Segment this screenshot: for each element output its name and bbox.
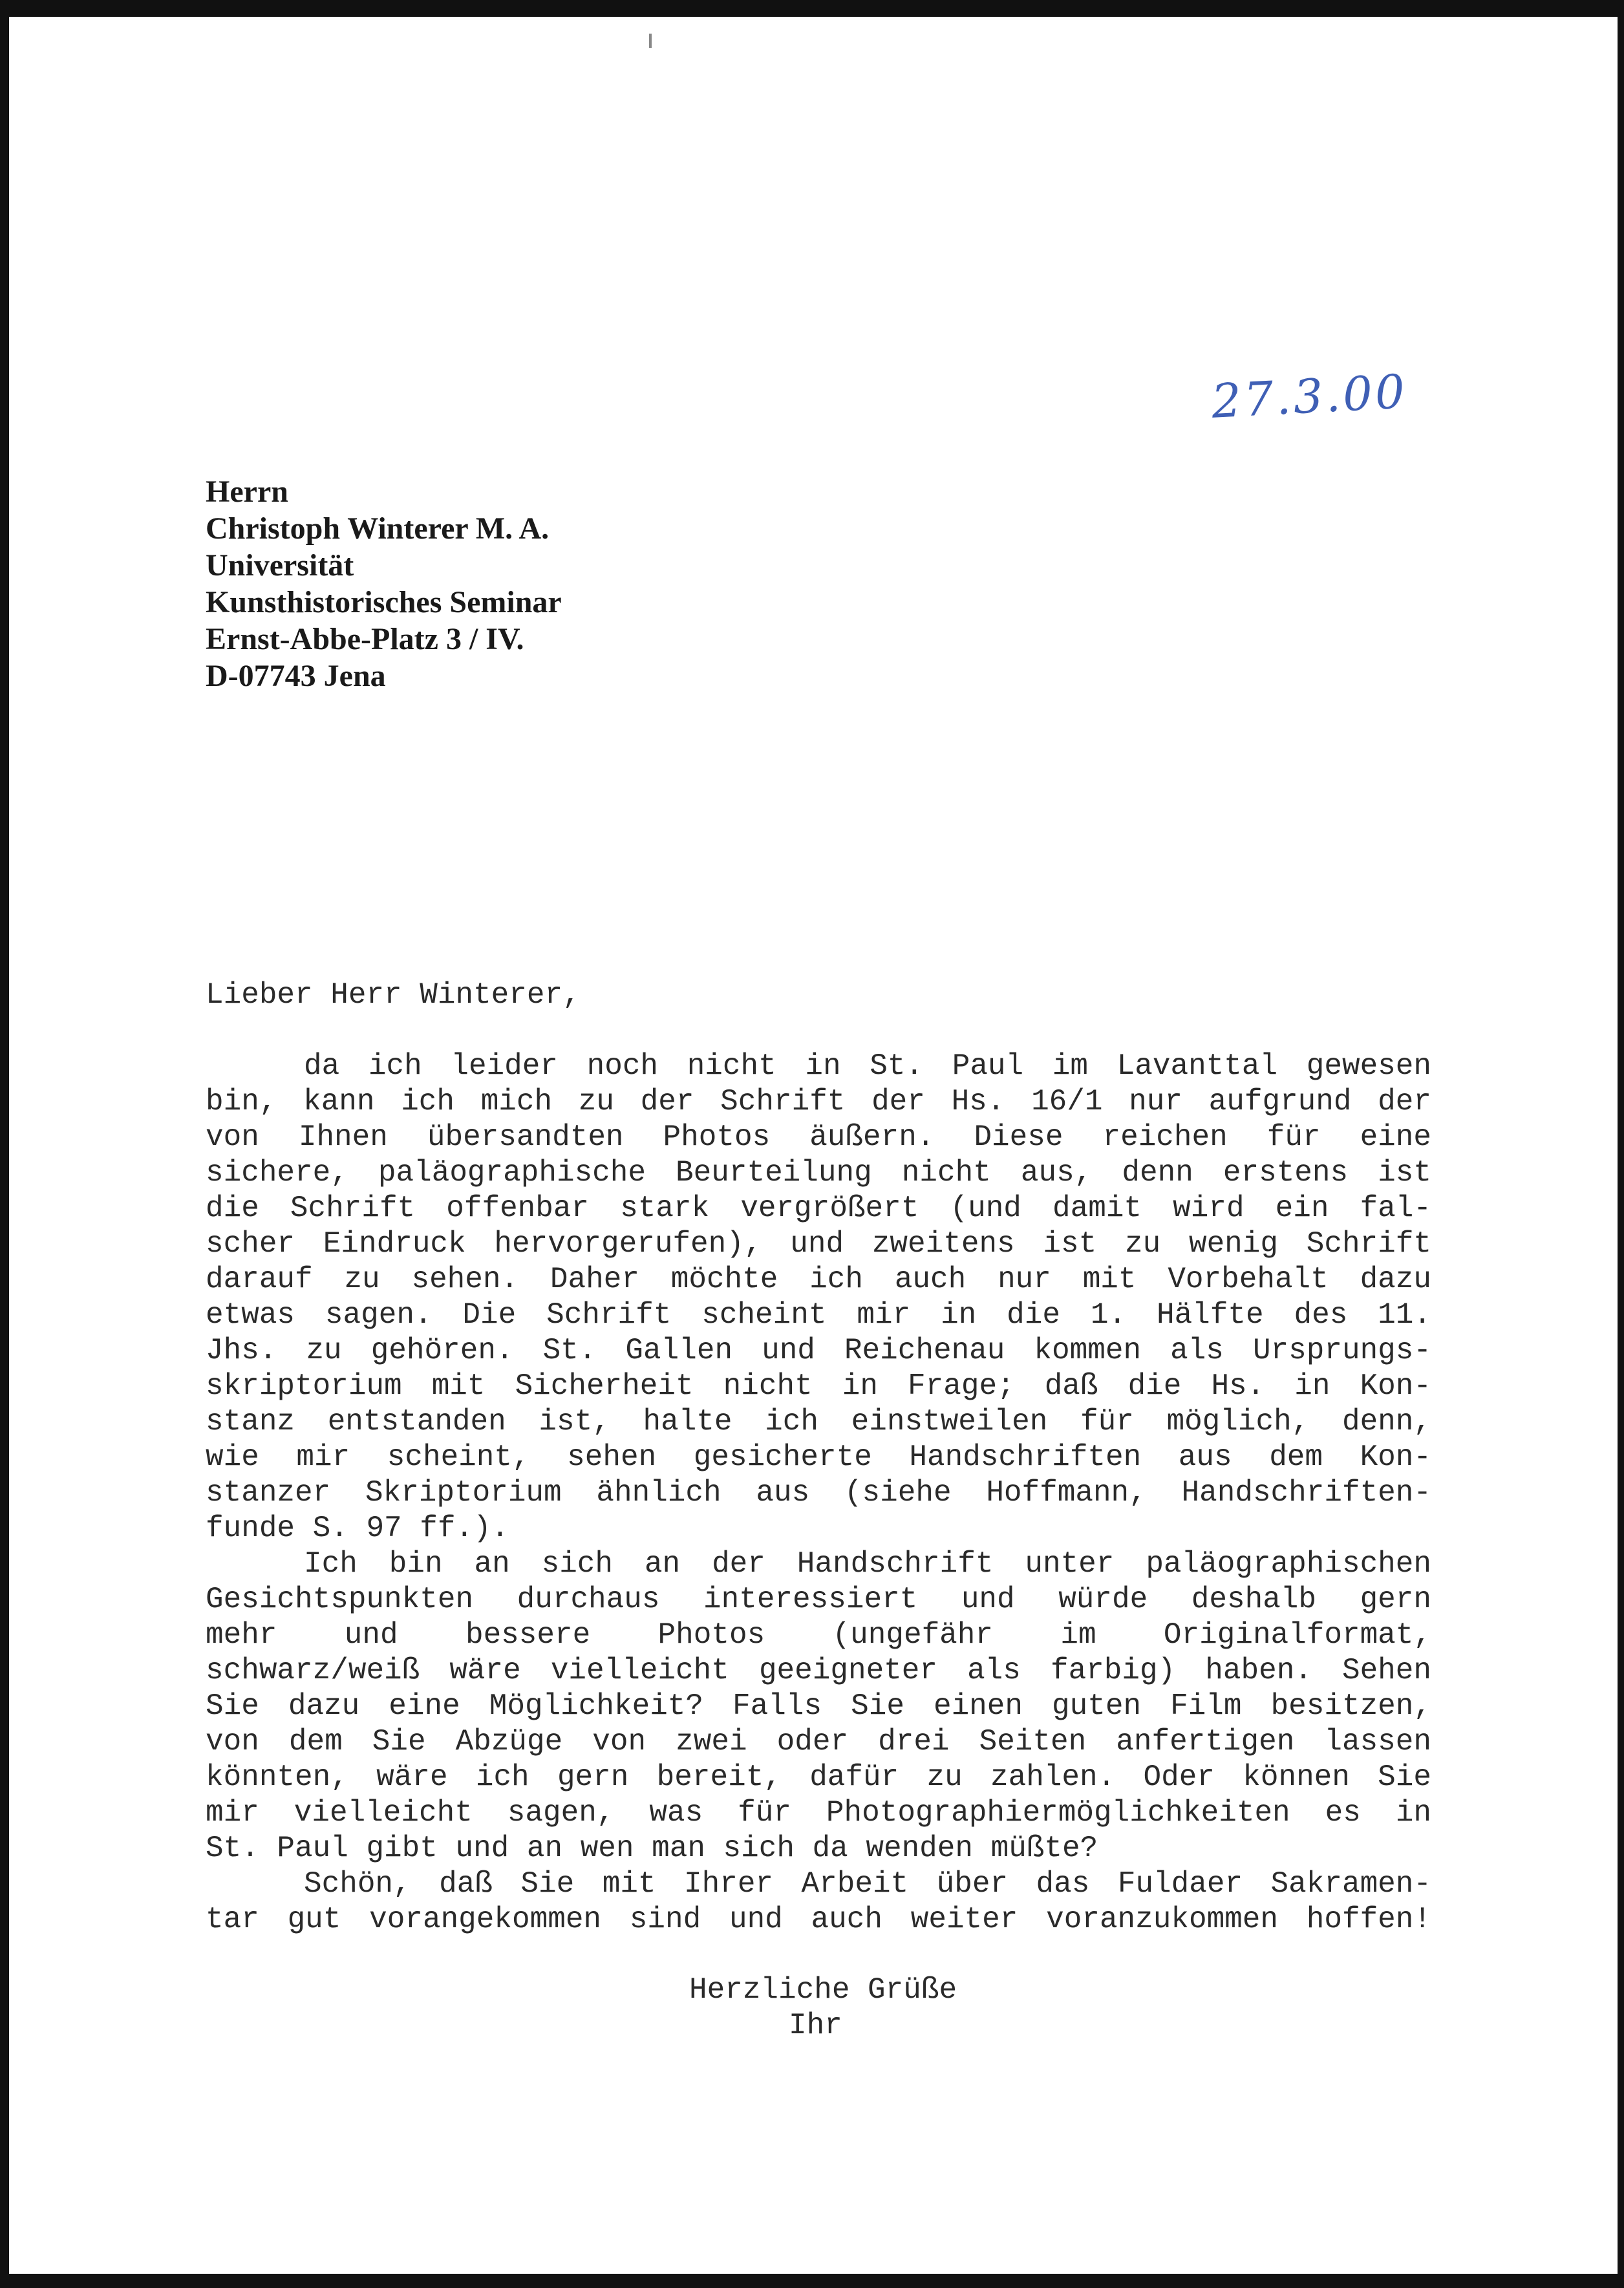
address-line: Ernst-Abbe-Platz 3 / IV. [206,622,524,656]
handwritten-date: 27.3.00 [1210,364,1409,429]
address-line: Universität [206,548,354,583]
body-line: könnten, wäre ich gern bereit, dafür zu zahlen. Oder können Sie [206,1760,1431,1794]
body-line: Jhs. zu gehören. St. Gallen und Reichenau kommen als Ursprungs- [206,1334,1431,1367]
body-line: scher Eindruck hervorgerufen), und zweitens ist zu wenig Schrift [206,1227,1431,1261]
body-line: stanz entstanden ist, halte ich einstweilen für möglich, denn, [206,1405,1431,1438]
address-line: Kunsthistorisches Seminar [206,585,562,619]
body-line: darauf zu sehen. Daher möchte ich auch nur mit Vorbehalt dazu [206,1263,1431,1296]
body-line: Sie dazu eine Möglichkeit? Falls Sie einen guten Film besitzen, [206,1689,1431,1723]
body-line: bin, kann ich mich zu der Schrift der Hs. 16/1 nur aufgrund der [206,1085,1431,1118]
body-line: da ich leider noch nicht in St. Paul im Lavanttal gewesen [304,1049,1431,1083]
body-line: St. Paul gibt und an wen man sich da wenden müßte? [206,1832,1098,1865]
address-line: Herrn [206,475,288,509]
body-line: sichere, paläographische Beurteilung nicht aus, denn erstens ist [206,1156,1431,1190]
body-line: tar gut vorangekommen sind und auch weiter voranzukommen hoffen! [206,1903,1431,1936]
body-line: von dem Sie Abzüge von zwei oder drei Seiten anfertigen lassen [206,1725,1431,1759]
body-line: mehr und bessere Photos (ungefähr im Originalformat, [206,1618,1431,1652]
body-line: mir vielleicht sagen, was für Photographiermöglichkeiten es in [206,1796,1431,1830]
body-line: skriptorium mit Sicherheit nicht in Frage; daß die Hs. in Kon- [206,1369,1431,1403]
body-line: Schön, daß Sie mit Ihrer Arbeit über das Fuldaer Sakramen- [304,1867,1431,1901]
body-line: Gesichtspunkten durchaus interessiert und würde deshalb gern [206,1583,1431,1616]
body-line: Ich bin an sich an der Handschrift unter paläographischen [304,1547,1431,1581]
address-line: Christoph Winterer M. A. [206,511,550,546]
salutation: Lieber Herr Winterer, [206,978,581,1012]
closing-greeting: Herzliche Grüße [689,1973,957,2007]
body-line: schwarz/weiß wäre vielleicht geeigneter als farbig) haben. Sehen [206,1654,1431,1687]
body-line: etwas sagen. Die Schrift scheint mir in die 1. Hälfte des 11. [206,1298,1431,1332]
scan-mark [649,34,652,48]
body-line: wie mir scheint, sehen gesicherte Handschriften aus dem Kon- [206,1440,1431,1474]
letter-body [206,1049,1431,1938]
body-line: von Ihnen übersandten Photos äußern. Diese reichen für eine [206,1120,1431,1154]
body-line: die Schrift offenbar stark vergrößert (und damit wird ein fal- [206,1192,1431,1225]
body-line: stanzer Skriptorium ähnlich aus (siehe Hoffmann, Handschriften- [206,1476,1431,1510]
recipient-address [206,473,562,694]
closing-signature: Ihr [789,2009,842,2042]
address-line: D-07743 Jena [206,659,386,693]
body-line: funde S. 97 ff.). [206,1512,509,1545]
